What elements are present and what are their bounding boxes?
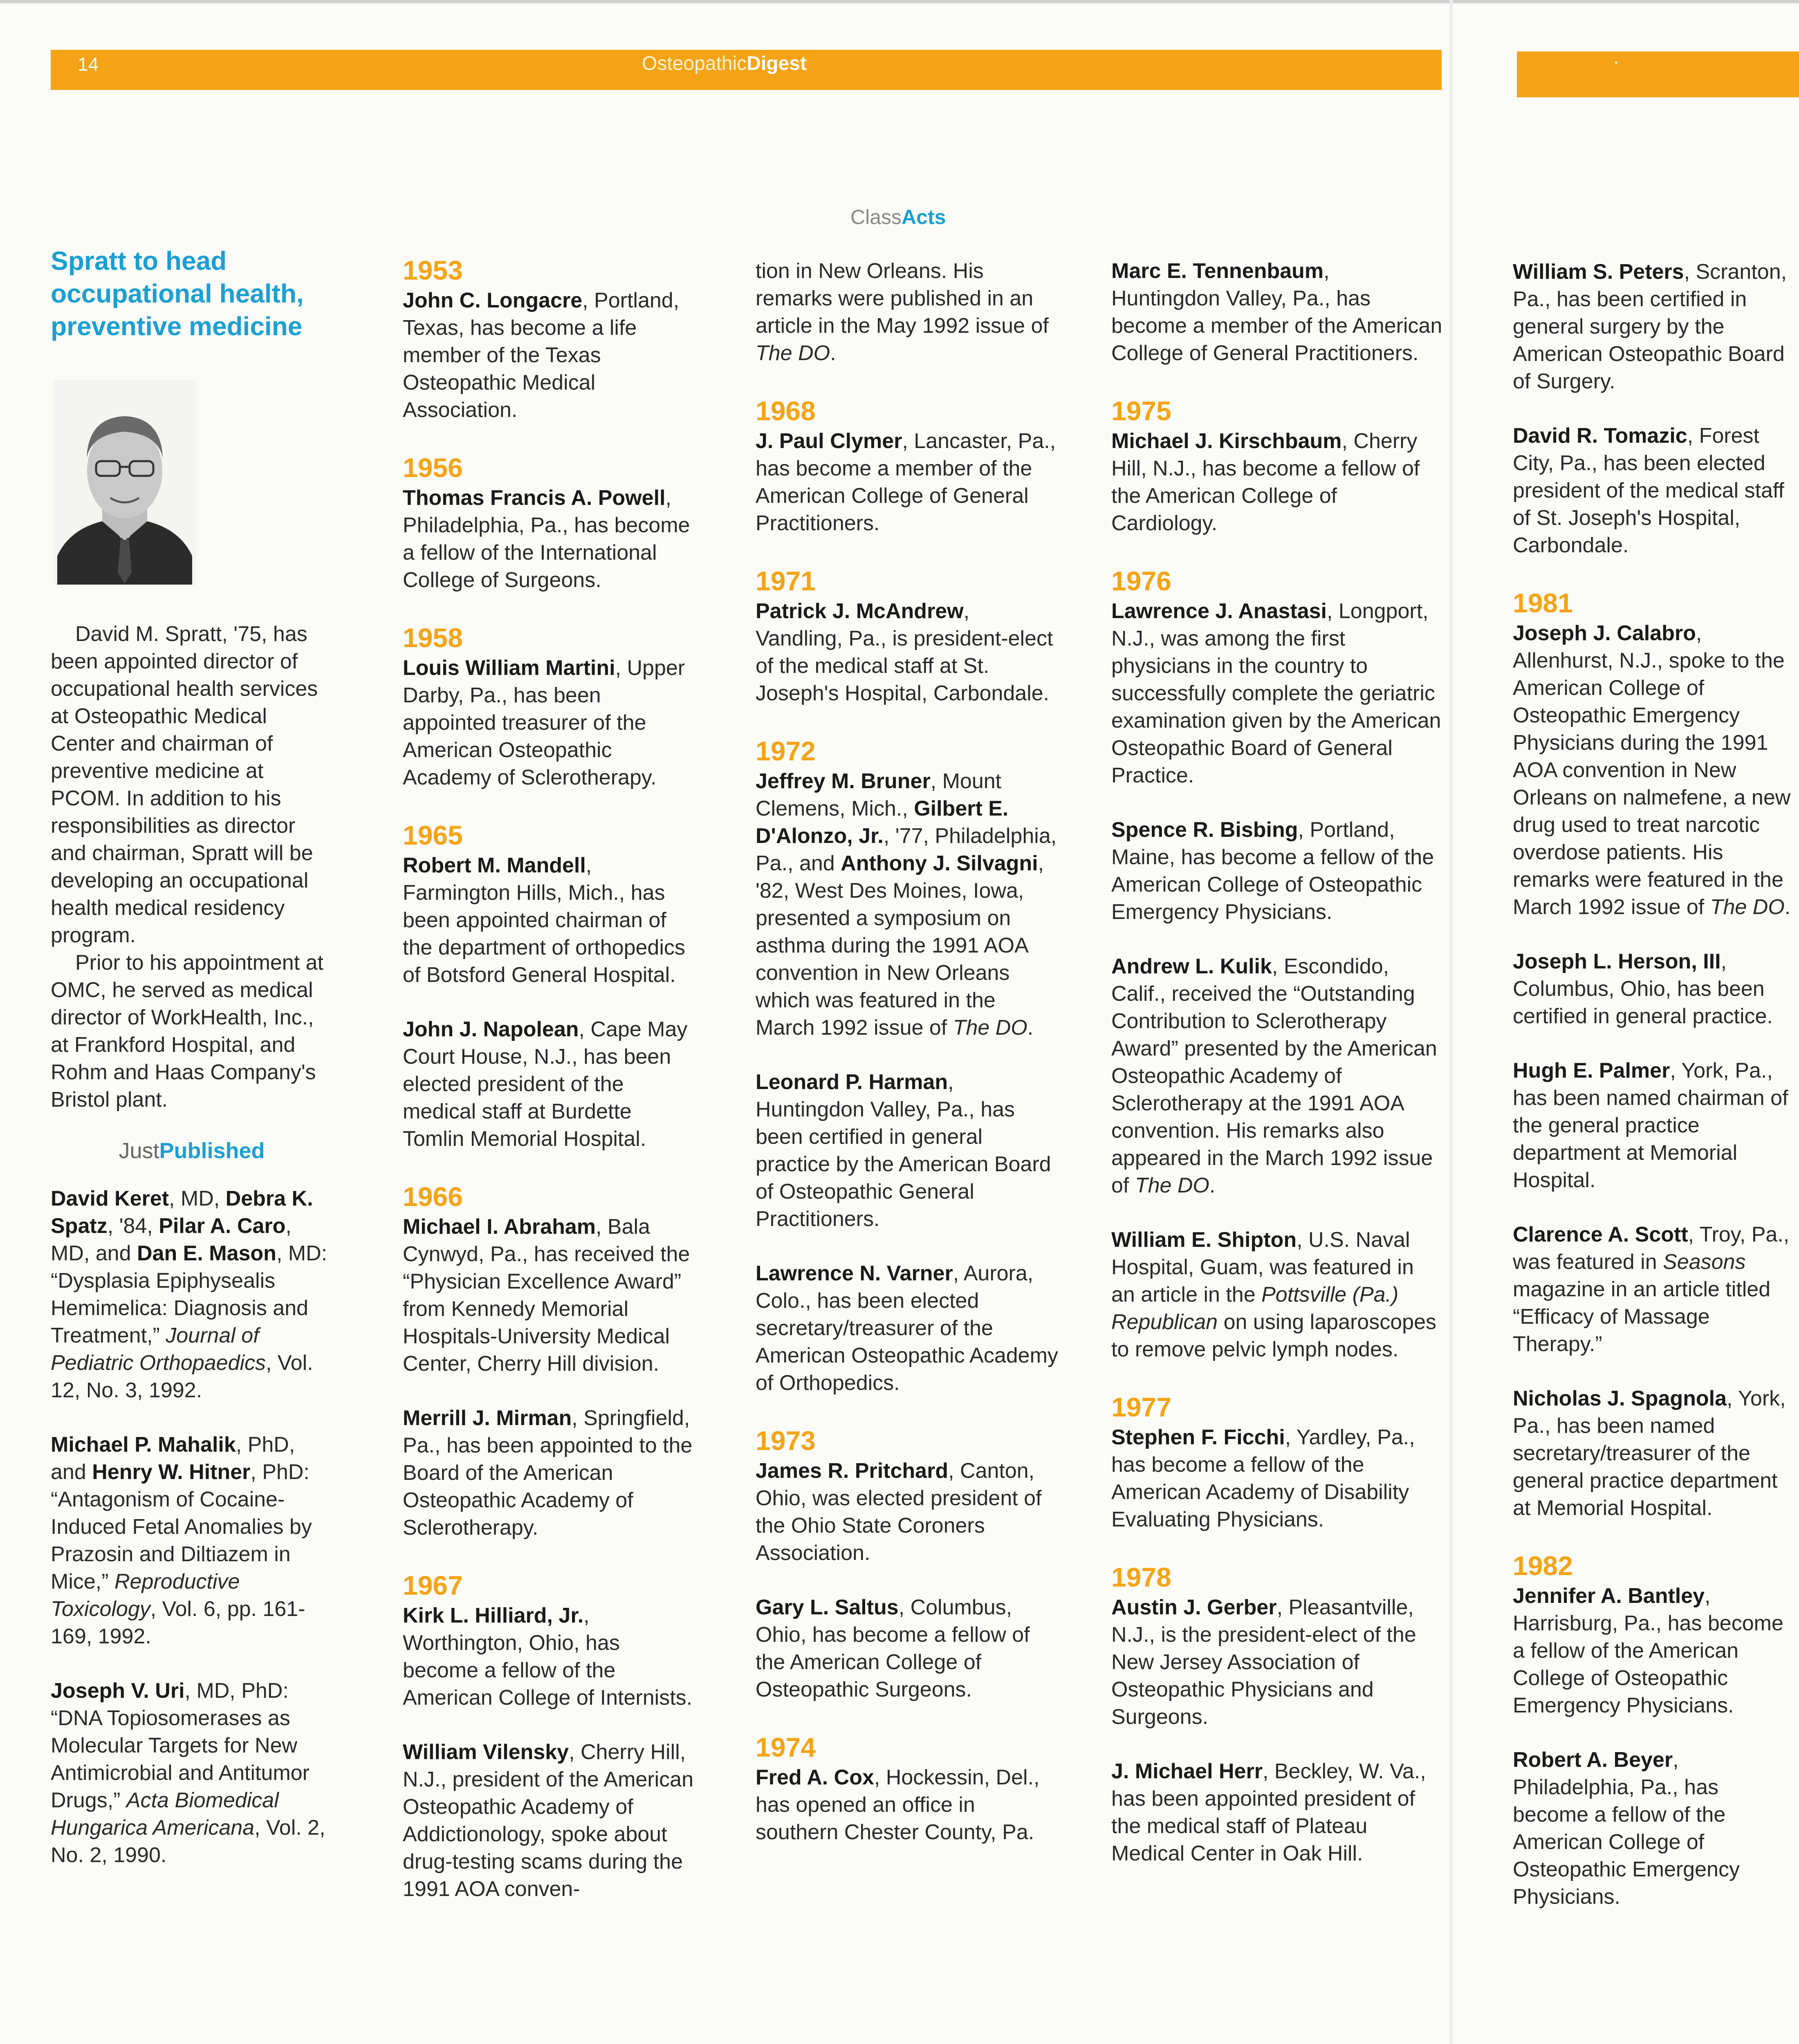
alumni-name: Austin J. Gerber xyxy=(1111,1596,1277,1619)
publication-entry: David Keret, MD, Debra K. Spatz, '84, Pilar A. Caro, MD, and Dan E. Mason, MD: “Dysplasia Epiphysealis Hemimelica: Diagnosis and Treatment,” Journal of Pediatric Orthopaedics, Vol. 12, No. 3, 1992. xyxy=(51,1187,327,1402)
alumni-name: Andrew L. Kulik xyxy=(1111,955,1272,978)
alumni-entry: James R. Pritchard, Canton, Ohio, was elected president of the Ohio State Coroners Association. xyxy=(756,1459,1042,1565)
alumni-entry: David R. Tomazic, Forest City, Pa., has been elected president of the medical staff of St. Joseph's Hospital, Carbondale. xyxy=(1513,424,1784,557)
alumni-entry: Kirk L. Hilliard, Jr., Worthington, Ohio, has become a fellow of the American College of Internists. xyxy=(403,1604,693,1710)
year-heading: 1978 xyxy=(1111,1562,1171,1592)
masthead xyxy=(642,52,807,75)
masthead-bold: Digest xyxy=(747,53,807,74)
alumni-entry: Spence R. Bisbing, Portland, Maine, has become a fellow of the American College of Osteopathic Emergency Physicians. xyxy=(1111,818,1434,924)
facing-page-banner xyxy=(1517,52,1799,97)
feature-paragraph: Prior to his appointment at OMC, he served as medical director of WorkHealth, Inc., at Frankford Hospital, and Rohm and Haas Company's Bristol plant. xyxy=(51,951,323,1112)
alumni-name: J. Paul Clymer xyxy=(756,429,902,453)
alumni-name: William S. Peters xyxy=(1513,260,1684,284)
publication-title: The DO xyxy=(953,1016,1027,1040)
section-title-light: Class xyxy=(850,206,902,229)
column-2 xyxy=(403,253,697,1930)
alumni-entry: Robert M. Mandell, Farmington Hills, Mich., has been appointed chairman of the department of orthopedics of Botsford General Hospital. xyxy=(403,854,685,987)
alumni-entry: J. Paul Clymer, Lancaster, Pa., has become a member of the American College of General Practitioners. xyxy=(756,429,1056,535)
alumni-name: Anthony J. Silvagni xyxy=(841,852,1038,875)
author-name: Debra K. Spatz xyxy=(51,1187,313,1238)
alumni-entry: Clarence A. Scott, Troy, Pa., was featured in Seasons magazine in an article titled “Efficacy of Massage Therapy.” xyxy=(1513,1223,1790,1356)
just-published-heading xyxy=(51,1137,333,1165)
alumni-name: James R. Pritchard xyxy=(756,1459,949,1483)
column-1 xyxy=(51,621,333,1896)
alumni-entry: Louis William Martini, Upper Darby, Pa., has been appointed treasurer of the American Osteopathic Academy of Sclerotherapy. xyxy=(403,656,685,789)
banner-mark xyxy=(1615,61,1617,64)
portrait-photo xyxy=(53,380,196,585)
alumni-entry: Robert A. Beyer, Philadelphia, Pa., has become a fellow of the American College of Osteopathic Emergency Physicians. xyxy=(1513,1748,1740,1909)
publication-title: The DO xyxy=(1135,1174,1209,1197)
alumni-name: Robert A. Beyer xyxy=(1513,1748,1673,1772)
year-heading: 1953 xyxy=(403,255,463,285)
alumni-entry: Fred A. Cox, Hockessin, Del., has opened an office in southern Chester County, Pa. xyxy=(756,1766,1040,1844)
alumni-entry: Merrill J. Mirman, Springfield, Pa., has been appointed to the Board of the American Osteopathic Academy of Sclerotherapy. xyxy=(403,1406,693,1540)
alumni-entry: Joseph J. Calabro, Allenhurst, N.J., spoke to the American College of Osteopathic Emergency Physicians during the 1991 AOA convention in New Orleans on nalmefene, a new drug used to treat narcotic overdose patients. His remarks were featured in the March 1992 issue of The DO. xyxy=(1513,621,1791,919)
year-heading: 1968 xyxy=(756,396,816,426)
alumni-name: William E. Shipton xyxy=(1111,1228,1297,1252)
just-published-bold: Published xyxy=(159,1139,265,1163)
alumni-entry: J. Michael Herr, Beckley, W. Va., has been appointed president of the medical staff of Plateau Medical Center in Oak Hill. xyxy=(1111,1759,1426,1865)
alumni-entry: Thomas Francis A. Powell, Philadelphia, Pa., has become a fellow of the International College of Surgeons. xyxy=(403,486,690,592)
alumni-entry: John C. Longacre, Portland, Texas, has become a life member of the Texas Osteopathic Medical Association. xyxy=(403,289,680,422)
top-edge-line xyxy=(0,0,1799,3)
publication-entry: Joseph V. Uri, MD, PhD: “DNA Topiosomerases as Molecular Targets for New Antimicrobial and Antitumor Drugs,” Acta Biomedical Hungarica Americana, Vol. 2, No. 2, 1990. xyxy=(51,1679,325,1867)
publication-title: The DO xyxy=(756,341,830,365)
alumni-entry: Nicholas J. Spagnola, York, Pa., has been named secretary/treasurer of the general practice department at Memorial Hospital. xyxy=(1513,1387,1786,1520)
publication-entry: Michael P. Mahalik, PhD, and Henry W. Hitner, PhD: “Antagonism of Cocaine-Induced Fetal Anomalies by Prazosin and Diltiazem in Mice,” Reproductive Toxicology, Vol. 6, pp. 161-169, 1992. xyxy=(51,1433,312,1648)
alumni-name: Thomas Francis A. Powell xyxy=(403,486,666,510)
alumni-entry-continued: tion in New Orleans. His remarks were published in an article in the May 1992 issue of The DO. xyxy=(756,259,1049,365)
author-name: Dan E. Mason xyxy=(137,1242,276,1265)
alumni-name: J. Michael Herr xyxy=(1111,1759,1263,1783)
year-heading: 1966 xyxy=(403,1181,463,1212)
section-title-bold: Acts xyxy=(902,206,946,229)
year-heading: 1982 xyxy=(1513,1551,1573,1581)
alumni-name: Nicholas J. Spagnola xyxy=(1513,1387,1727,1410)
author-name: Pilar A. Caro xyxy=(159,1214,286,1238)
just-published-light: Just xyxy=(119,1139,159,1163)
journal-title: Acta Biomedical Hungarica Americana xyxy=(51,1788,279,1840)
feature-paragraph: David M. Spratt, '75, has been appointed director of occupational health services at Osteopathic Medical Center and chairman of preventive medicine at PCOM. In addition to his responsibilities as director and chairman, Spratt will be developing an occupational health medical residency program. xyxy=(51,622,318,947)
author-name: Henry W. Hitner xyxy=(92,1460,251,1484)
column-3 xyxy=(756,258,1058,1873)
year-heading: 1976 xyxy=(1111,566,1171,596)
alumni-entry: Patrick J. McAndrew, Vandling, Pa., is president-elect of the medical staff at St. Joseph's Hospital, Carbondale. xyxy=(756,599,1053,705)
alumni-name: Gilbert E. D'Alonzo, Jr. xyxy=(756,797,1009,848)
alumni-entry: William E. Shipton, U.S. Naval Hospital, Guam, was featured in an article in the Pottsville (Pa.) Republican on using laparoscopes to remove pelvic lymph nodes. xyxy=(1111,1228,1436,1361)
alumni-entry: Leonard P. Harman, Huntingdon Valley, Pa., has been certified in general practice by the American Board of Osteopathic General Practitioners. xyxy=(756,1070,1051,1231)
year-heading: 1958 xyxy=(403,623,463,653)
alumni-name: Jeffrey M. Bruner xyxy=(756,769,931,793)
column-4 xyxy=(1111,258,1442,1894)
year-heading: 1975 xyxy=(1111,396,1171,426)
author-name: David Keret xyxy=(51,1187,169,1210)
alumni-name: Michael I. Abraham xyxy=(403,1215,596,1239)
alumni-entry: Marc E. Tennenbaum, Huntingdon Valley, Pa., has become a member of the American College of General Practitioners. xyxy=(1111,259,1442,365)
year-heading: 1967 xyxy=(403,1570,463,1600)
alumni-entry: Stephen F. Ficchi, Yardley, Pa., has become a fellow of the American Academy of Disability Evaluating Physicians. xyxy=(1111,1425,1415,1531)
alumni-name: Gary L. Saltus xyxy=(756,1596,899,1619)
alumni-name: John C. Longacre xyxy=(403,289,583,312)
alumni-name: Joseph J. Calabro xyxy=(1513,621,1696,645)
alumni-name: Kirk L. Hilliard, Jr. xyxy=(403,1604,584,1627)
alumni-name: Spence R. Bisbing xyxy=(1111,818,1298,842)
alumni-entry: Michael I. Abraham, Bala Cynwyd, Pa., has received the “Physician Excellence Award” from Kennedy Memorial Hospitals-University Medical Center, Cherry Hill division. xyxy=(403,1215,690,1376)
alumni-name: Patrick J. McAndrew xyxy=(756,599,964,623)
column-5 xyxy=(1513,258,1795,1938)
alumni-name: Merrill J. Mirman xyxy=(403,1406,572,1430)
alumni-name: Joseph L. Herson, III xyxy=(1513,950,1721,973)
page-gutter xyxy=(1449,0,1453,2044)
alumni-entry: Jennifer A. Bantley, Harrisburg, Pa., has become a fellow of the American College of Osteopathic Emergency Physicians. xyxy=(1513,1584,1783,1717)
year-heading: 1974 xyxy=(756,1732,816,1762)
alumni-entry: Jeffrey M. Bruner, Mount Clemens, Mich., Gilbert E. D'Alonzo, Jr., '77, Philadelphia, Pa., and Anthony J. Silvagni, '82, West Des Moines, Iowa, presented a symposium on asthma during the 1991 AOA convention in New Orleans which was featured in the March 1992 issue of The DO. xyxy=(756,769,1057,1040)
alumni-name: Robert M. Mandell xyxy=(403,854,586,877)
alumni-name: William Vilensky xyxy=(403,1740,569,1764)
alumni-name: Fred A. Cox xyxy=(756,1766,874,1789)
alumni-entry: Andrew L. Kulik, Escondido, Calif., received the “Outstanding Contribution to Sclerotherapy Award” presented by the American Osteopathic Academy of Sclerotherapy at the 1991 AOA convention. His remarks also appeared in the March 1992 issue of The DO. xyxy=(1111,955,1437,1197)
alumni-name: Hugh E. Palmer xyxy=(1513,1059,1670,1083)
feature-headline: Spratt to head occupational health, preventive medicine xyxy=(51,246,304,341)
alumni-name: Jennifer A. Bantley xyxy=(1513,1584,1705,1608)
alumni-name: Louis William Martini xyxy=(403,656,615,680)
journal-title: Reproductive Toxicology xyxy=(51,1570,240,1621)
year-heading: 1977 xyxy=(1111,1392,1171,1422)
publication-title: Pottsville (Pa.) Republican xyxy=(1111,1283,1399,1334)
alumni-name: Lawrence J. Anastasi xyxy=(1111,599,1327,623)
alumni-entry: Joseph L. Herson, III, Columbus, Ohio, has been certified in general practice. xyxy=(1513,950,1773,1028)
alumni-name: Michael J. Kirschbaum xyxy=(1111,429,1342,453)
author-name: Michael P. Mahalik xyxy=(51,1433,236,1457)
alumni-name: Lawrence N. Varner xyxy=(756,1262,953,1285)
masthead-light: Osteopathic xyxy=(642,53,747,74)
journal-title: Journal of Pediatric Orthopaedics xyxy=(51,1324,266,1375)
alumni-name: Marc E. Tennenbaum xyxy=(1111,259,1324,283)
alumni-name: Clarence A. Scott xyxy=(1513,1223,1688,1246)
alumni-name: John J. Napolean xyxy=(403,1018,579,1041)
section-title xyxy=(850,205,946,229)
alumni-entry: William S. Peters, Scranton, Pa., has been certified in general surgery by the American Osteopathic Board of Surgery. xyxy=(1513,260,1787,393)
year-heading: 1981 xyxy=(1513,588,1573,618)
year-heading: 1956 xyxy=(403,453,463,483)
alumni-entry: Hugh E. Palmer, York, Pa., has been named chairman of the general practice department at Memorial Hospital. xyxy=(1513,1059,1788,1192)
alumni-name: Stephen F. Ficchi xyxy=(1111,1425,1285,1449)
year-heading: 1973 xyxy=(756,1425,816,1456)
alumni-name: David R. Tomazic xyxy=(1513,424,1687,448)
alumni-name: Leonard P. Harman xyxy=(756,1070,948,1094)
publication-title: Seasons xyxy=(1663,1250,1746,1274)
page-number: 14 xyxy=(78,54,99,75)
alumni-entry: Michael J. Kirschbaum, Cherry Hill, N.J., has become a fellow of the American College of Cardiology. xyxy=(1111,429,1420,535)
year-heading: 1965 xyxy=(403,820,463,850)
year-heading: 1971 xyxy=(756,566,816,596)
alumni-entry: John J. Napolean, Cape May Court House, N.J., has been elected president of the medical staff at Burdette Tomlin Memorial Hospital. xyxy=(403,1018,688,1151)
alumni-entry: Lawrence N. Varner, Aurora, Colo., has been elected secretary/treasurer of the American Osteopathic Academy of Orthopedics. xyxy=(756,1262,1058,1395)
alumni-entry: Austin J. Gerber, Pleasantville, N.J., is the president-elect of the New Jersey Association of Osteopathic Physicians and Surgeons. xyxy=(1111,1596,1416,1729)
year-heading: 1972 xyxy=(756,736,816,766)
author-name: Joseph V. Uri xyxy=(51,1679,185,1703)
alumni-entry: William Vilensky, Cherry Hill, N.J., president of the American Osteopathic Academy of Addictionology, spoke about drug-testing scams during the 1991 AOA conven- xyxy=(403,1740,694,1901)
alumni-entry: Gary L. Saltus, Columbus, Ohio, has become a fellow of the American College of Osteopathic Surgeons. xyxy=(756,1596,1030,1701)
alumni-entry: Lawrence J. Anastasi, Longport, N.J., was among the first physicians in the country to successfully complete the geriatric examination given by the American Osteopathic Board of General Practice. xyxy=(1111,599,1441,787)
publication-title: The DO xyxy=(1710,895,1785,919)
